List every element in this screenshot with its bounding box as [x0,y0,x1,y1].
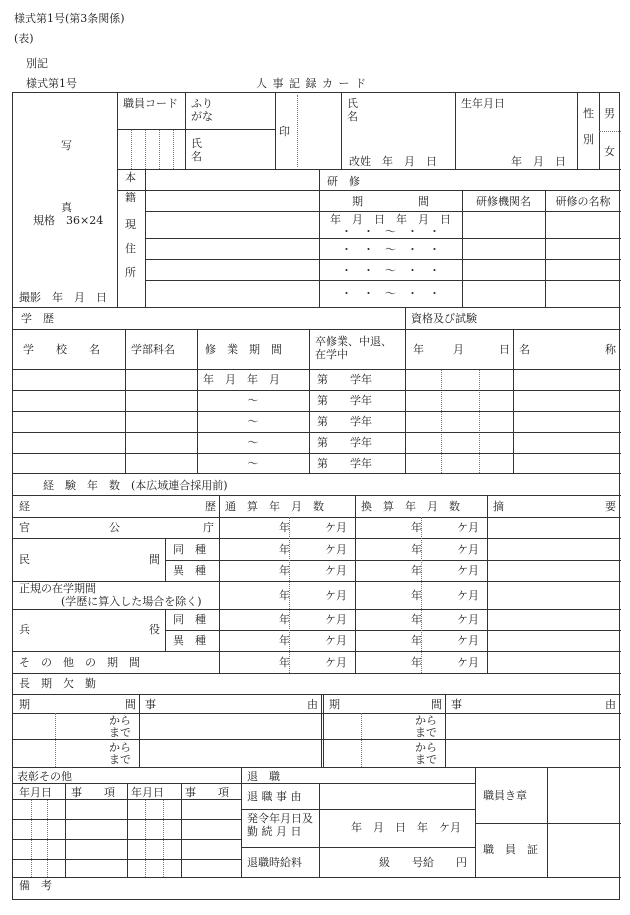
to-label: まで [415,753,437,766]
col-department: 学部科名 [131,343,175,356]
same-type: 同 種 [173,543,206,556]
edu-tilde: ～ [247,394,259,407]
sex-male: 男 [604,107,615,120]
different-type: 異 種 [173,634,206,647]
col-summary-2: 要 [605,500,616,513]
month-unit: ケ月 [325,589,347,602]
sex-label: 性 別 [583,107,594,146]
month-unit: ケ月 [325,521,347,534]
col-converted-months: 換 算 年 月 数 [361,500,460,513]
col-experience-2: 歴 [205,500,216,513]
year-unit: 年 [279,634,290,647]
training-period-header: 期 間 [352,195,429,208]
retirement-pay-value: 級 号給 円 [379,856,467,869]
to-label: まで [109,726,131,739]
edu-tilde: ～ [247,457,259,470]
training-row: ・ ・ ～ ・ ・ [341,287,440,300]
year-unit: 年 [411,564,422,577]
birth-ymd: 年 月 日 [511,155,566,168]
honseki-label: 本 籍 [125,171,136,204]
col-school-name: 学 校 名 [23,343,100,356]
month-unit: ケ月 [325,613,347,626]
month-unit: ケ月 [457,656,479,669]
form-number: 様式第1号(第3条関係) [14,12,125,25]
photo-date: 撮影 年 月 日 [19,291,107,304]
training-row: ・ ・ ～ ・ ・ [341,243,440,256]
absence-reason-col: 事 [451,698,462,711]
col-total-months: 通 算 年 月 数 [225,500,324,513]
month-unit: ケ月 [457,634,479,647]
month-unit: ケ月 [457,564,479,577]
staff-id-card-label: 職 員 証 [483,843,538,856]
issue-date-value: 年 月 日 年 ケ月 [351,821,461,834]
col-study-period: 修 業 期 間 [205,343,282,356]
awards-item-col: 事 項 [185,786,229,799]
form-note: 別記 [26,57,48,70]
year-unit: 年 [279,543,290,556]
month-unit: ケ月 [457,589,479,602]
row-government-2: 公 [109,521,120,534]
edu-tilde: ～ [247,415,259,428]
awards-date-col: 年月日 [19,786,52,799]
form-number-2: 様式第1号 [26,77,77,90]
name-label-small: 氏 名 [191,137,202,163]
training-institution-header: 研修機関名 [476,195,531,208]
edu-grade: 第 学年 [317,436,372,449]
col-experience: 経 [19,500,30,513]
awards-item-col: 事 項 [71,786,115,799]
year-unit: 年 [411,634,422,647]
month-unit: ケ月 [457,521,479,534]
row-school-period: 正規の在学期間 [19,582,96,595]
staff-code-label: 職員コード [123,97,178,110]
row-government-3: 庁 [203,521,214,534]
furigana-label: ふり がな [191,97,213,123]
col-status: 卒修業、中退、 在学中 [315,335,392,361]
personnel-record-card [12,92,620,900]
name-label: 氏 名 [347,97,358,123]
absence-period-col-2: 間 [431,698,442,711]
month-unit: ケ月 [457,543,479,556]
year-unit: 年 [411,543,422,556]
photo-label-2: 真 [61,201,72,214]
year-unit: 年 [279,521,290,534]
experience-title: 経 験 年 数 (本広域連合採用前) [43,479,228,492]
photo-label-1: 写 [61,139,72,152]
year-unit: 年 [279,589,290,602]
qualifications-label: 資格及び試験 [411,312,477,325]
year-unit: 年 [279,613,290,626]
birth-date-label: 生年月日 [461,97,505,110]
row-private: 民 [19,553,30,566]
name-change-label: 改姓 年 月 日 [349,155,437,168]
col-day: 日 [499,343,510,356]
from-label: から [109,714,131,727]
col-month: 月 [453,343,464,356]
same-type: 同 種 [173,613,206,626]
row-school-note: (学歴に算入した場合を除く) [61,595,202,608]
training-ymd: 年 月 日 年 月 日 [330,213,451,226]
staff-badge-label: 職員き章 [483,789,527,802]
month-unit: ケ月 [325,564,347,577]
month-unit: ケ月 [325,656,347,669]
edu-grade: 第 学年 [317,457,372,470]
address-label: 現 住 所 [125,218,136,279]
from-label: から [415,741,437,754]
edu-grade: 第 学年 [317,415,372,428]
absence-reason-col-2: 由 [605,698,616,711]
photo-spec: 規格 36×24 [33,214,104,227]
absence-reason-col: 事 [145,698,156,711]
from-label: から [415,714,437,727]
edu-grade: 第 学年 [317,373,372,386]
retirement-reason-label: 退 職 事 由 [247,790,302,803]
training-row: ・ ・ ～ ・ ・ [341,225,440,238]
awards-label: 表彰その他 [17,770,72,783]
row-other-period: そ の 他 の 期 間 [19,656,140,669]
year-unit: 年 [411,589,422,602]
absence-period-col-2: 間 [125,698,136,711]
row-military: 兵 [19,623,30,636]
different-type: 異 種 [173,564,206,577]
issue-date-label: 発令年月日及 勤 続 月 日 [247,812,313,838]
edu-ym-header: 年 月 年 月 [203,373,280,386]
from-label: から [109,741,131,754]
year-unit: 年 [279,656,290,669]
remarks-label: 備 考 [19,879,52,892]
education-label: 学 歴 [21,312,54,325]
year-unit: 年 [411,521,422,534]
long-absence-label: 長 期 欠 勤 [19,677,96,690]
col-qual-name: 名 [519,343,530,356]
edu-grade: 第 学年 [317,394,372,407]
form-side: (表) [14,32,34,45]
absence-reason-col-2: 由 [307,698,318,711]
training-label: 研 修 [327,175,360,188]
retirement-pay-label: 退職時給料 [247,856,302,869]
month-unit: ケ月 [325,543,347,556]
year-unit: 年 [411,656,422,669]
row-private-2: 間 [149,553,160,566]
month-unit: ケ月 [457,613,479,626]
absence-period-col: 期 [329,698,340,711]
year-unit: 年 [279,564,290,577]
to-label: まで [109,753,131,766]
row-military-2: 役 [149,623,160,636]
row-government: 官 [19,521,30,534]
retirement-label: 退 職 [247,770,280,783]
training-row: ・ ・ ～ ・ ・ [341,264,440,277]
absence-period-col: 期 [19,698,30,711]
col-qual-title: 称 [605,343,616,356]
page-title: 人 事 記 録 カ ー ド [256,77,367,90]
awards-date-col: 年月日 [131,786,164,799]
year-unit: 年 [411,613,422,626]
training-name-header: 研修の名称 [555,195,611,208]
seal-label: 印 [279,125,290,138]
month-unit: ケ月 [325,634,347,647]
col-summary: 摘 [493,500,504,513]
edu-tilde: ～ [247,436,259,449]
col-year: 年 [413,343,424,356]
sex-female: 女 [604,145,615,158]
to-label: まで [415,726,437,739]
